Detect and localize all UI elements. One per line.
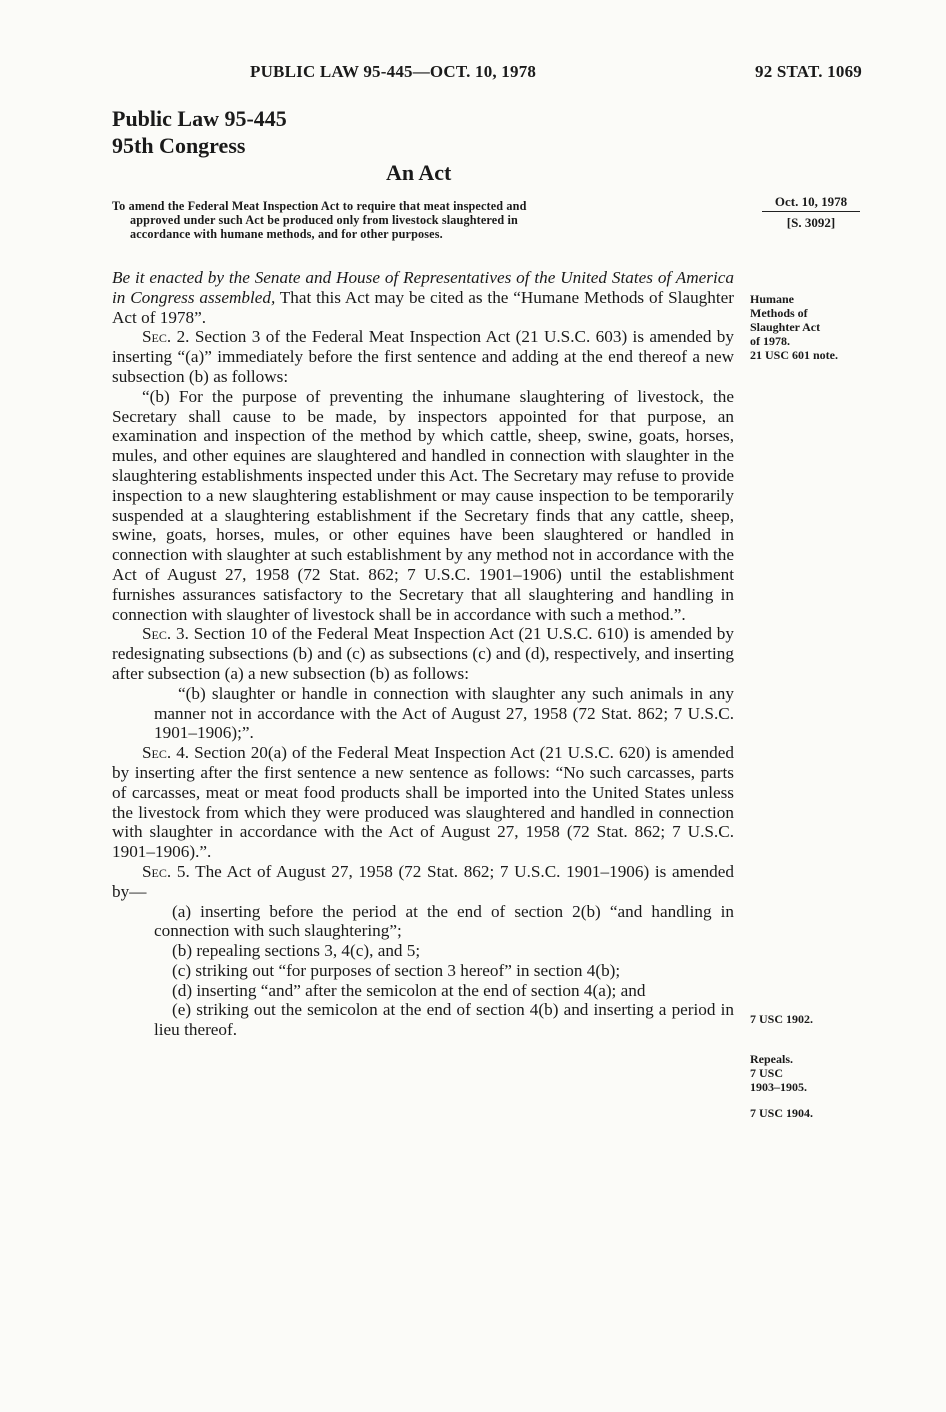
section-5-item-b: (b) repealing sections 3, 4(c), and 5; xyxy=(172,941,421,961)
section-3-text: 3. Section 10 of the Federal Meat Inspection Act (21 U.S.C. 610) is amended by redesignating subsections (b) and (c) as subsections (c) and (d), respectively, and inserting after subsection (a) a new subsection (b) as follows: xyxy=(112,624,734,683)
margin-note-line: Humane xyxy=(750,292,795,306)
section-4-text: 4. Section 20(a) of the Federal Meat Inspection Act (21 U.S.C. 620) is amended by inserting after the first sentence a new sentence as follows: “No such carcasses, parts of carcasses, meat or meat food products shall be imported into the United States unless the livestock from which they were produced was slaughtered and handled in connection with slaughter in accordance with the Act of August 27, 1958 (72 Stat. 862; 7 U.S.C. 1901–1906).”. xyxy=(112,743,734,862)
senate-bill-number: [S. 3092] xyxy=(786,215,836,230)
section-label: Sec. xyxy=(142,327,172,347)
section-3 xyxy=(112,624,734,683)
margin-note-line: 21 USC 601 note. xyxy=(750,348,839,362)
section-2-quoted-subsection: “(b) For the purpose of preventing the inhumane slaughtering of livestock, the Secretary shall cause to be made, by inspectors appointed for that purpose, an examination and inspection of the method by which cattle, sheep, swine, goats, horses, mules, and other equines are slaughtered and handled in connection with slaughter in the slaughtering establishments inspected under this Act. The Secretary may refuse to provide inspection to a new slaughtering establishment or may cause inspection to be temporarily suspended at a slaughtering establishment if the Secretary finds that any cattle, sheep, swine, goats, horses, mules, or other equines have been slaughtered or handled in connection with slaughter at such establishment by any method not in accordance with the Act of August 27, 1958 (72 Stat. 862; 7 U.S.C. 1901–1906) until the establishment furnishes assurances satisfactory to the Secretary that all slaughtering and handling in connection with slaughter of livestock shall be in accordance with such a method.”. xyxy=(112,386,734,624)
statute-page-number: 92 STAT. 1069 xyxy=(755,62,862,81)
margin-note-short-title xyxy=(750,292,838,362)
long-title-line-2: approved under such Act be produced only from livestock slaughtered in xyxy=(130,212,518,227)
running-header-title: PUBLIC LAW 95-445—OCT. 10, 1978 xyxy=(250,62,537,81)
long-title-line-1: To amend the Federal Meat Inspection Act to require that meat inspected and xyxy=(112,199,527,213)
section-label: Sec. xyxy=(142,861,172,881)
enacting-clause-italic: Be it enacted by the Senate and House of Representatives of the United States of America in Congress assembled, xyxy=(112,268,734,307)
section-5-item-d: (d) inserting “and” after the semicolon at the end of section 4(a); and xyxy=(172,980,646,1000)
margin-note-line: 7 USC xyxy=(750,1066,784,1080)
margin-note-line: of 1978. xyxy=(750,334,790,348)
section-label: Sec. xyxy=(142,624,172,644)
section-5-item-e: (e) striking out the semicolon at the end of section 4(b) and inserting a period in lieu thereof. xyxy=(154,1000,734,1040)
margin-note-line: Slaughter Act xyxy=(750,320,821,334)
enactment-date: Oct. 10, 1978 xyxy=(762,194,860,212)
section-2 xyxy=(112,327,734,386)
margin-note-7-usc-1904: 7 USC 1904. xyxy=(750,1106,814,1120)
public-law-number: Public Law 95-445 xyxy=(112,106,287,131)
margin-note-7-usc-1902: 7 USC 1902. xyxy=(750,1012,814,1026)
section-5-text: 5. The Act of August 27, 1958 (72 Stat. 862; 7 U.S.C. 1901–1906) is amended by— xyxy=(112,861,734,901)
section-3-quoted-subsection: “(b) slaughter or handle in connection with slaughter any such animals in any manner not in accordance with the Act of August 27, 1958 (72 Stat. 862; 7 U.S.C. 1901–1906);”. xyxy=(154,683,734,743)
section-5-item-c: (c) striking out “for purposes of section 3 hereof” in section 4(b); xyxy=(172,960,621,980)
section-5 xyxy=(112,862,734,902)
congress-number: 95th Congress xyxy=(112,133,246,158)
margin-note-line: 1903–1905. xyxy=(750,1080,807,1094)
long-title xyxy=(112,200,732,241)
long-title-line-3: accordance with humane methods, and for other purposes. xyxy=(130,226,443,241)
section-label: Sec. xyxy=(142,743,172,763)
margin-note-repeals xyxy=(750,1052,807,1094)
section-4 xyxy=(112,743,734,862)
enacting-clause xyxy=(112,268,734,327)
law-body-text xyxy=(112,268,734,1040)
margin-note-line: Repeals. xyxy=(750,1052,793,1066)
short-title-sentence: That this Act may be cited as the “Humane Methods of Slaughter Act of 1978”. xyxy=(112,287,734,327)
an-act-heading: An Act xyxy=(386,160,452,185)
enactment-date-box xyxy=(762,194,860,231)
margin-note-line: Methods of xyxy=(750,306,808,320)
section-5-item-a: (a) inserting before the period at the end of section 2(b) “and handling in connection with such slaughtering”; xyxy=(154,901,734,941)
section-2-text: 2. Section 3 of the Federal Meat Inspection Act (21 U.S.C. 603) is amended by inserting “(a)” immediately before the first sentence and adding at the end thereof a new subsection (b) as follows: xyxy=(112,327,734,386)
